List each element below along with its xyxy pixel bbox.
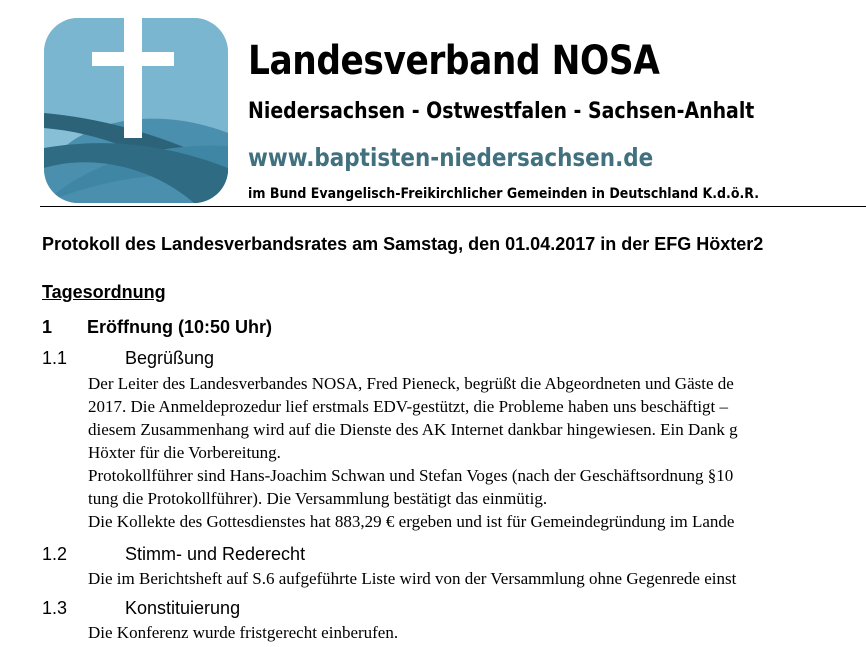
paragraph-konstituierung <box>88 621 398 644</box>
subsection-title: Begrüßung <box>125 348 215 368</box>
text-line: Der Leiter des Landesverbandes NOSA, Fred Pieneck, begrüßt die Abgeordneten und Gäste de <box>88 374 734 393</box>
subsection-number: 1.3 <box>42 598 68 618</box>
subsection-title: Stimm- und Rederecht <box>125 544 306 564</box>
subsection-title: Konstituierung <box>125 598 241 618</box>
paragraph-stimmrecht <box>88 567 736 590</box>
organization-name: Landesverband NOSA <box>248 38 660 84</box>
text-line: diesem Zusammenhang wird auf die Dienste des AK Internet dankbar hingewiesen. Ein Dank g <box>88 420 738 439</box>
website-link[interactable]: www.baptisten-niedersachsen.de <box>248 143 654 172</box>
regions-line: Niedersachsen - Ostwestfalen - Sachsen-Anhalt <box>248 99 755 124</box>
agenda-heading: Tagesordnung <box>42 282 166 302</box>
subsection-number: 1.2 <box>42 544 68 564</box>
header-divider <box>40 206 866 207</box>
text-line: Protokollführer sind Hans-Joachim Schwan und Stefan Voges (nach der Geschäftsordnung §10 <box>88 466 734 485</box>
text-line: Die im Berichtsheft auf S.6 aufgeführte Liste wird von der Versammlung ohne Gegenrede einst <box>88 569 737 588</box>
union-tagline: im Bund Evangelisch-Freikirchlicher Gemeinden in Deutschland K.d.ö.R. <box>248 186 760 202</box>
section-number: 1 <box>42 317 53 337</box>
text-line: tung die Protokollführer). Die Versammlung bestätigt das einmütig. <box>88 489 548 508</box>
text-line: Die Kollekte des Gottesdienstes hat 883,29 € ergeben und ist für Gemeindegründung im Lande <box>88 512 735 531</box>
paragraph-begruessung <box>88 372 738 533</box>
section-title: Eröffnung (10:50 Uhr) <box>87 317 273 337</box>
text-line: Höxter für die Vorbereitung. <box>88 443 281 462</box>
text-line: Die Konferenz wurde fristgerecht einberufen. <box>88 623 399 642</box>
text-line: 2017. Die Anmeldeprozedur lief erstmals EDV-gestützt, die Probleme haben uns beschäftigt – <box>88 397 729 416</box>
protocol-title: Protokoll des Landesverbandsrates am Samstag, den 01.04.2017 in der EFG Höxter2 <box>42 234 764 254</box>
cross-wave-logo <box>44 18 228 203</box>
subsection-number: 1.1 <box>42 348 68 368</box>
